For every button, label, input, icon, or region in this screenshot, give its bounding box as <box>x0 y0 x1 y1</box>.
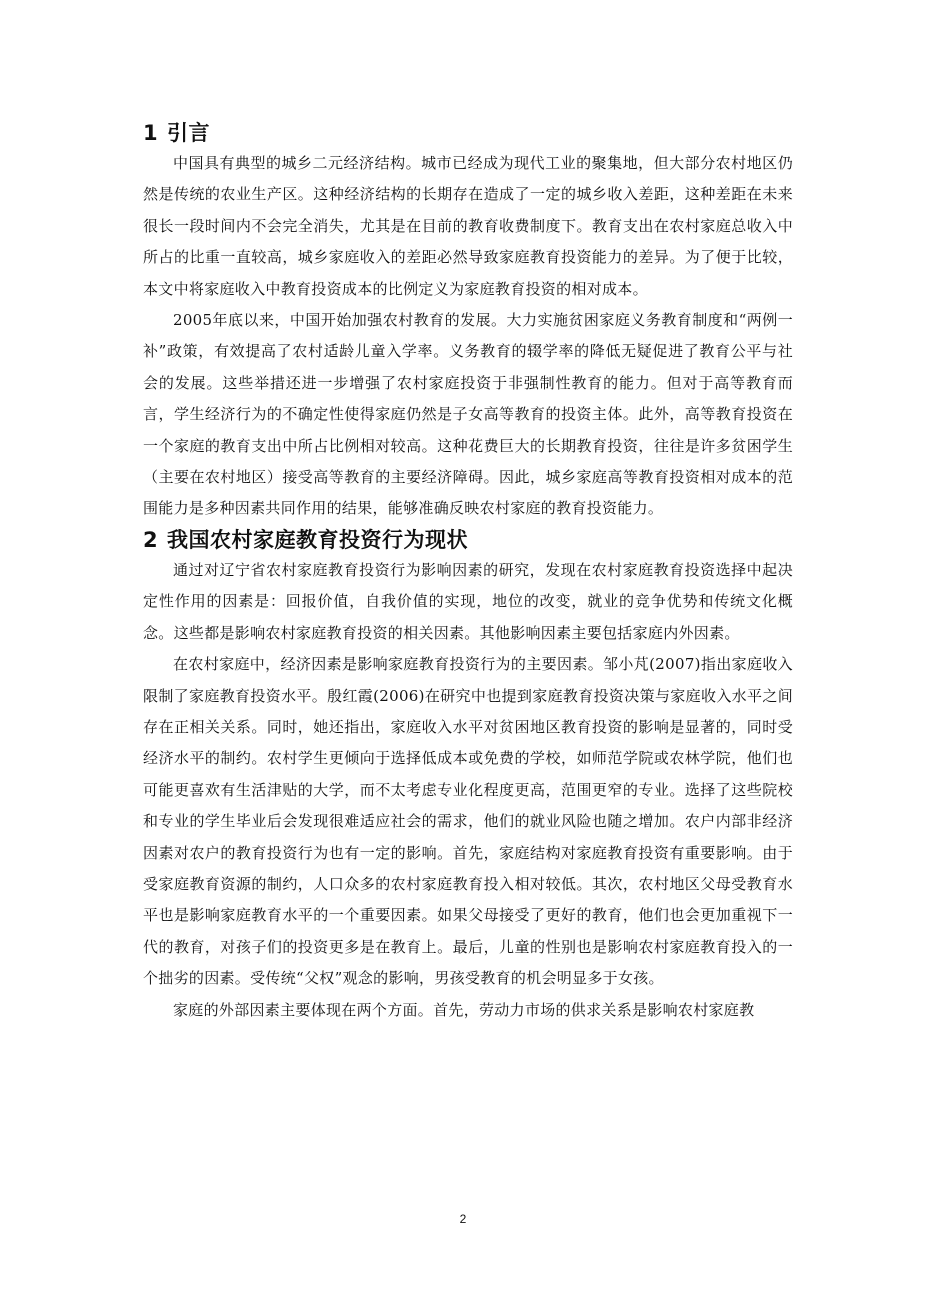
section-title: 我国农村家庭教育投资行为现状 <box>167 527 468 552</box>
paragraph: 中国具有典型的城乡二元经济结构。城市已经成为现代工业的聚集地，但大部分农村地区仍然是传统的农业生产区。这种经济结构的长期存在造成了一定的城乡收入差距，这种差距在未来很长一段时间内不会完全消失，尤其是在目前的教育收费制度下。教育支出在农村家庭总收入中所占的比重一直较高，城乡家庭收入的差距必然导致家庭教育投资能力的差异。为了便于比较，本文中将家庭收入中教育投资成本的比例定义为家庭教育投资的相对成本。 <box>143 154 793 298</box>
page-number: 2 <box>459 1212 467 1226</box>
section-number: 1 <box>143 121 159 145</box>
section-number: 2 <box>143 527 159 552</box>
paragraph: 通过对辽宁省农村家庭教育投资行为影响因素的研究，发现在农村家庭教育投资选择中起决定性作用的因素是：回报价值，自我价值的实现，地位的改变，就业的竞争优势和传统文化概念。这些都是影响农村家庭教育投资的相关因素。其他影响因素主要包括家庭内外因素。 <box>143 560 793 642</box>
paragraph: 家庭的外部因素主要体现在两个方面。首先，劳动力市场的供求关系是影响农村家庭教 <box>173 1000 755 1019</box>
paragraph: 在农村家庭中，经济因素是影响家庭教育投资行为的主要因素。邹小芃(2007)指出家庭收入限制了家庭教育投资水平。殷红霞(2006)在研究中也提到家庭教育投资决策与家庭收入水平之间存在正相关关系。同时，她还指出，家庭收入水平对贫困地区教育投资的影响是显著的，同时受经济水平的制约。农村学生更倾向于选择低成本或免费的学校，如师范学院或农林学院，他们也可能更喜欢有生活津贴的大学，而不太考虑专业化程度更高，范围更窄的专业。选择了这些院校和专业的学生毕业后会发现很难适应社会的需求，他们的就业风险也随之增加。农户内部非经济因素对农户的教育投资行为也有一定的影响。首先，家庭结构对家庭教育投资有重要影响。由于受家庭教育资源的制约，人口众多的农村家庭教育投入相对较低。其次，农村地区父母受教育水平也是影响家庭教育水平的一个重要因素。如果父母接受了更好的教育，他们也会更加重视下一代的教育，对孩子们的投资更多是在教育上。最后，儿童的性别也是影响农村家庭教育投入的一个拙劣的因素。受传统“父权”观念的影响，男孩受教育的机会明显多于女孩。 <box>143 655 793 988</box>
page-body <box>143 118 793 1026</box>
section-title: 引言 <box>167 121 210 145</box>
paragraph: 2005年底以来，中国开始加强农村教育的发展。大力实施贫困家庭义务教育制度和“两例一补”政策，有效提高了农村适龄儿童入学率。义务教育的辍学率的降低无疑促进了教育公平与社会的发展。这些举措还进一步增强了农村家庭投资于非强制性教育的能力。但对于高等教育而言，学生经济行为的不确定性使得家庭仍然是子女高等教育的投资主体。此外，高等教育投资在一个家庭的教育支出中所占比例相对较高。这种花费巨大的长期教育投资，往往是许多贫困学生（主要在农村地区）接受高等教育的主要经济障碍。因此，城乡家庭高等教育投资相对成本的范围能力是多种因素共同作用的结果，能够准确反映农村家庭的教育投资能力。 <box>143 311 793 518</box>
section-heading-1 <box>143 118 793 148</box>
section-heading-2 <box>143 525 793 555</box>
